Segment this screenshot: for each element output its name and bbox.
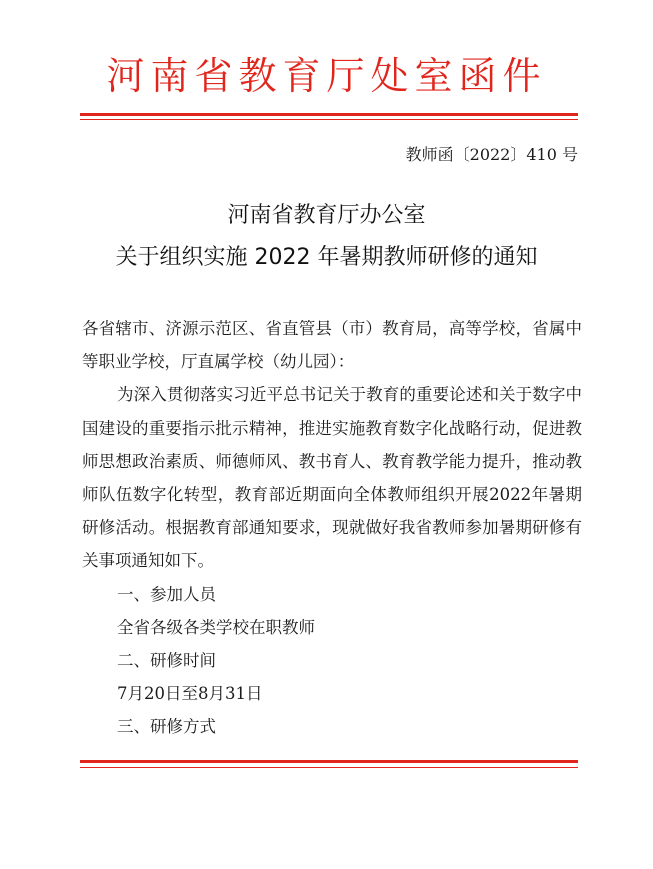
document-number: 教师函〔2022〕410 号: [405, 145, 578, 164]
document-header-title: 河南省教育厅处室函件: [106, 54, 547, 98]
notice-title-line-1: 河南省教育厅办公室: [227, 203, 426, 228]
addressee-paragraph: 各省辖市、济源示范区、省直管县（市）教育局，高等学校，省属中等职业学校，厅直属学校（幼儿园）：: [82, 319, 582, 372]
footer-rule-thick: [80, 760, 578, 763]
intro-paragraph: 为深入贯彻落实习近平总书记关于教育的重要论述和关于数字中国建设的重要指示批示精神，推进实施教育数字化战略行动，促进教师思想政治素质、师德师风、教书育人、教育教学能力提升，推动教师队伍数字化转型，教育部近期面向全体教师组织开展2022年暑期研修活动。根据教育部通知要求，现就做好我省教师参加暑期研修有关事项通知如下。: [82, 385, 582, 571]
header-rule-thick: [80, 113, 578, 116]
section-1-content: 全省各级各类学校在职教师: [117, 617, 315, 637]
section-2-heading: 二、研修时间: [117, 651, 216, 671]
footer-rule-thin: [80, 767, 578, 768]
section-1-heading: 一、参加人员: [117, 584, 216, 604]
section-2-content: 7月20日至8月31日: [117, 684, 263, 704]
notice-title-line-2: 关于组织实施 2022 年暑期教师研修的通知: [115, 245, 538, 270]
section-3-heading: 三、研修方式: [117, 717, 216, 737]
document-body: [82, 312, 582, 744]
header-rule-thin: [80, 119, 578, 120]
